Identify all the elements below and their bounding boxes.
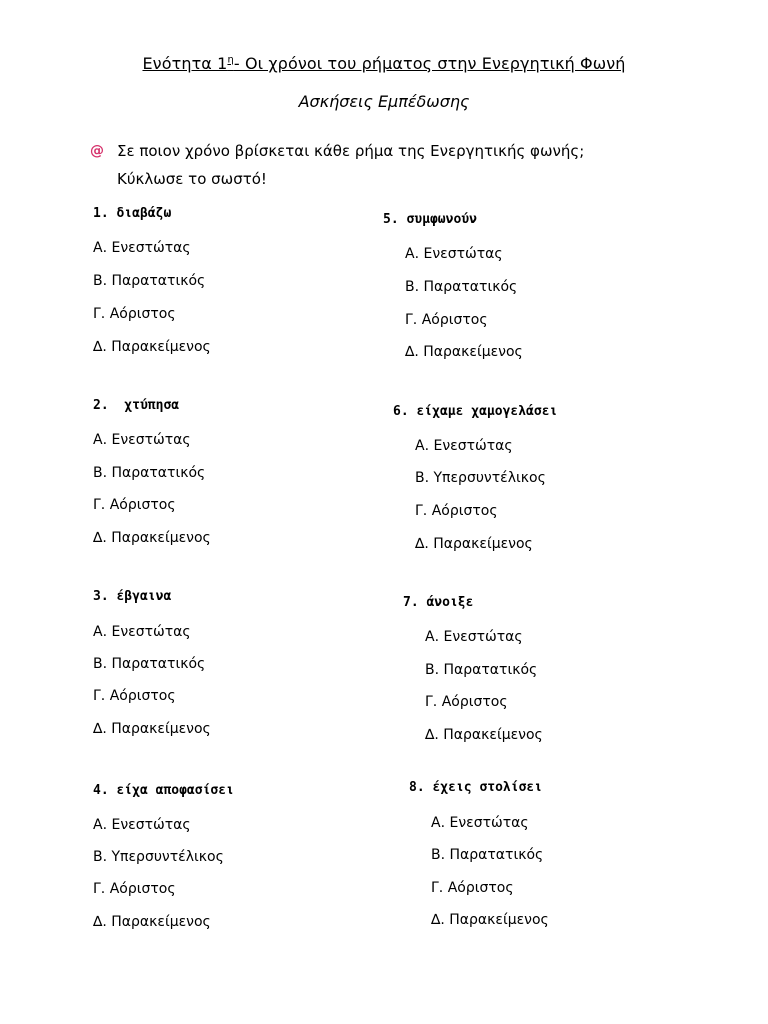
question-6-option-c[interactable]: Γ. Αόριστος	[415, 503, 498, 519]
question-6-option-b[interactable]: Β. Υπερσυντέλικος	[415, 470, 546, 486]
question-2-heading: 2. χτύπησα	[93, 398, 180, 413]
question-5-option-a[interactable]: Α. Ενεστώτας	[405, 246, 503, 262]
question-4-option-b[interactable]: Β. Υπερσυντέλικος	[93, 849, 224, 865]
question-3-option-a[interactable]: Α. Ενεστώτας	[93, 624, 191, 640]
question-4-option-d[interactable]: ∆. Παρακείμενος	[93, 914, 211, 930]
question-4-heading: 4. είχα αποφασίσει	[93, 783, 234, 798]
instruction-line-1: Σε ποιον χρόνο βρίσκεται κάθε ρήμα της Ενεργητικής φωνής;	[117, 142, 585, 160]
at-sign-bullet-icon: @	[90, 143, 104, 159]
question-1-heading: 1. διαβάζω	[93, 206, 172, 221]
question-8-heading: 8. έχεις στολίσει	[409, 780, 543, 795]
question-4-option-c[interactable]: Γ. Αόριστος	[93, 881, 176, 897]
title-main: Ενότητα 1	[142, 54, 228, 73]
question-8-option-a[interactable]: Α. Ενεστώτας	[431, 815, 529, 831]
question-2-option-c[interactable]: Γ. Αόριστος	[93, 497, 176, 513]
question-5-heading: 5. συμφωνούν	[383, 212, 477, 227]
question-7-option-b[interactable]: Β. Παρατατικός	[425, 662, 538, 678]
question-3-option-d[interactable]: ∆. Παρακείμενος	[93, 721, 211, 737]
question-1-option-c[interactable]: Γ. Αόριστος	[93, 306, 176, 322]
question-2-option-b[interactable]: Β. Παρατατικός	[93, 465, 206, 481]
question-8-option-d[interactable]: ∆. Παρακείμενος	[431, 912, 549, 928]
question-1-option-a[interactable]: Α. Ενεστώτας	[93, 240, 191, 256]
title-superscript: η	[227, 54, 234, 66]
question-5-option-c[interactable]: Γ. Αόριστος	[405, 312, 488, 328]
question-6-heading: 6. είχαμε χαμογελάσει	[393, 404, 558, 419]
question-2-option-d[interactable]: ∆. Παρακείμενος	[93, 530, 211, 546]
title-rest: - Οι χρόνοι του ρήματος στην Ενεργητική Φωνή	[233, 54, 626, 73]
instruction-line-2: Κύκλωσε το σωστό!	[117, 170, 267, 188]
question-1-option-d[interactable]: ∆. Παρακείμενος	[93, 339, 211, 355]
question-5-option-b[interactable]: Β. Παρατατικός	[405, 279, 518, 295]
question-5-option-d[interactable]: ∆. Παρακείμενος	[405, 344, 523, 360]
question-3-option-b[interactable]: Β. Παρατατικός	[93, 656, 206, 672]
question-3-option-c[interactable]: Γ. Αόριστος	[93, 688, 176, 704]
question-7-option-a[interactable]: Α. Ενεστώτας	[425, 629, 523, 645]
question-7-heading: 7. άνοιξε	[403, 595, 474, 610]
page-subtitle: Ασκήσεις Εμπέδωσης	[298, 92, 470, 111]
page-title	[0, 54, 768, 73]
question-6-option-d[interactable]: ∆. Παρακείμενος	[415, 536, 533, 552]
question-8-option-c[interactable]: Γ. Αόριστος	[431, 880, 514, 896]
question-2-option-a[interactable]: Α. Ενεστώτας	[93, 432, 191, 448]
question-8-option-b[interactable]: Β. Παρατατικός	[431, 847, 544, 863]
question-7-option-c[interactable]: Γ. Αόριστος	[425, 694, 508, 710]
question-1-option-b[interactable]: Β. Παρατατικός	[93, 273, 206, 289]
question-3-heading: 3. έβγαινα	[93, 589, 172, 604]
question-7-option-d[interactable]: ∆. Παρακείμενος	[425, 727, 543, 743]
question-6-option-a[interactable]: Α. Ενεστώτας	[415, 438, 513, 454]
question-4-option-a[interactable]: Α. Ενεστώτας	[93, 817, 191, 833]
